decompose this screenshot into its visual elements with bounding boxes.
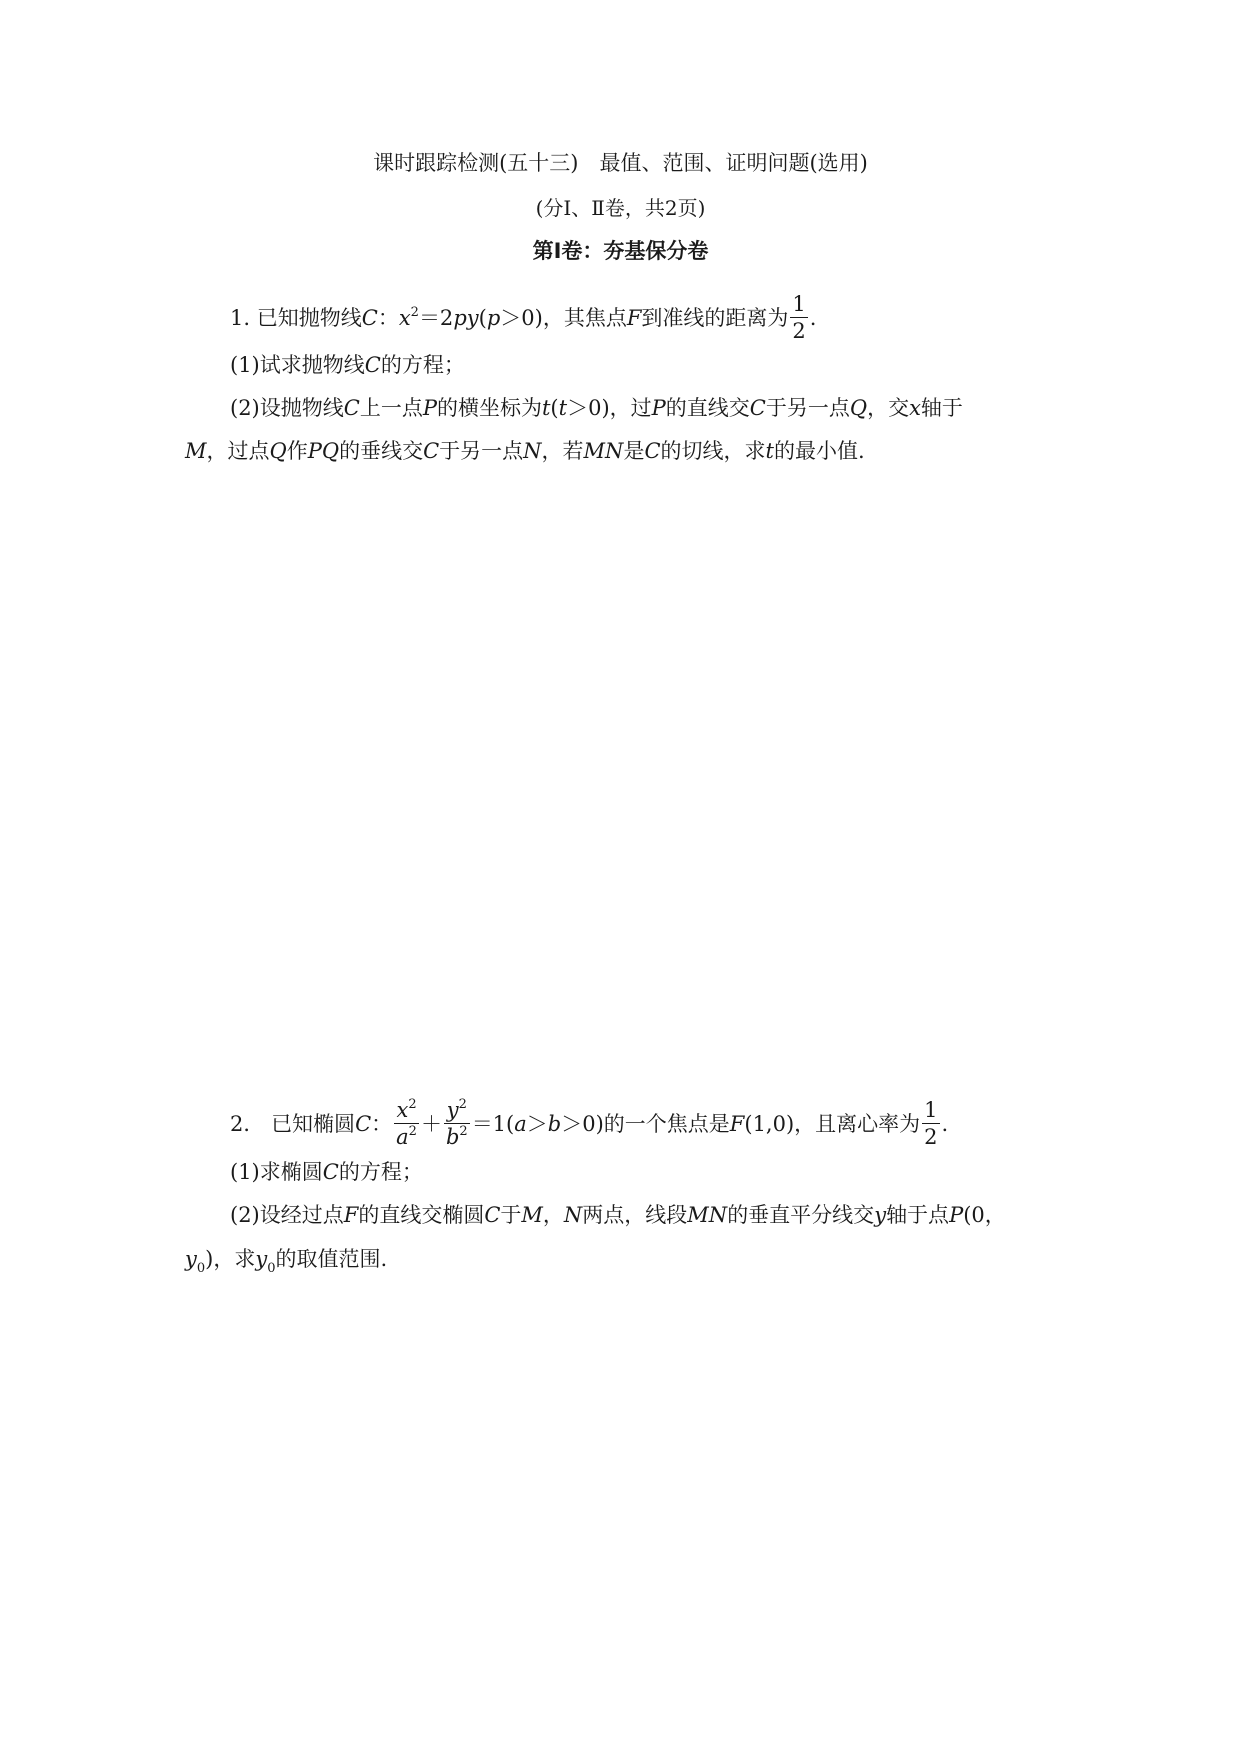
question-2-stem: 2． 已知椭圆C： $\frac{x^2}{a^2}$ ＋ $\frac{y^2}{b^2}$ ＝1(a＞b＞0)的一个焦点是F(1,0)，且离心率为 $\frac{1}{2}$ . — [230, 1097, 949, 1149]
question-2-part-2-line-1: (2)设经过点F的直线交椭圆C于M，N两点，线段MN的垂直平分线交y轴于点P(0， — [230, 1203, 1006, 1227]
question-2-part-1: (1)求椭圆C的方程； — [230, 1160, 423, 1184]
fraction-one-half: $\frac{1}{2}$ — [924, 1098, 938, 1149]
question-2-part-2-line-2: $y_0$)，求$y_0$的取值范围. — [185, 1247, 388, 1277]
fraction-one-half: $\frac{1}{2}$ — [792, 292, 806, 343]
question-1-part-2-line-2: M，过点Q作PQ的垂线交C于另一点N，若MN是C的切线，求t的最小值. — [185, 439, 865, 463]
page-subtitle: (分Ⅰ、Ⅱ卷，共2页) — [535, 196, 706, 220]
question-1-part-2-line-1: (2)设抛物线C上一点P的横坐标为t(t＞0)，过P的直线交C于另一点Q，交x轴于 — [230, 396, 963, 420]
page-title: 课时跟踪检测(五十三) 最值、范围、证明问题(选用) — [373, 151, 868, 175]
question-1-part-1: (1)试求抛物线C的方程； — [230, 353, 465, 377]
question-1-stem: 1. 已知抛物线C：$x^2=2py(p>0)$，其焦点F到准线的距离为 $\frac{1}{2}$ . — [230, 292, 817, 343]
fraction-x-squared-over-a-squared: $\frac{x^2}{a^2}$ — [396, 1097, 417, 1149]
section-heading: 第Ⅰ卷：夯基保分卷 — [532, 239, 709, 263]
fraction-y-squared-over-b-squared: $\frac{y^2}{b^2}$ — [445, 1097, 468, 1149]
